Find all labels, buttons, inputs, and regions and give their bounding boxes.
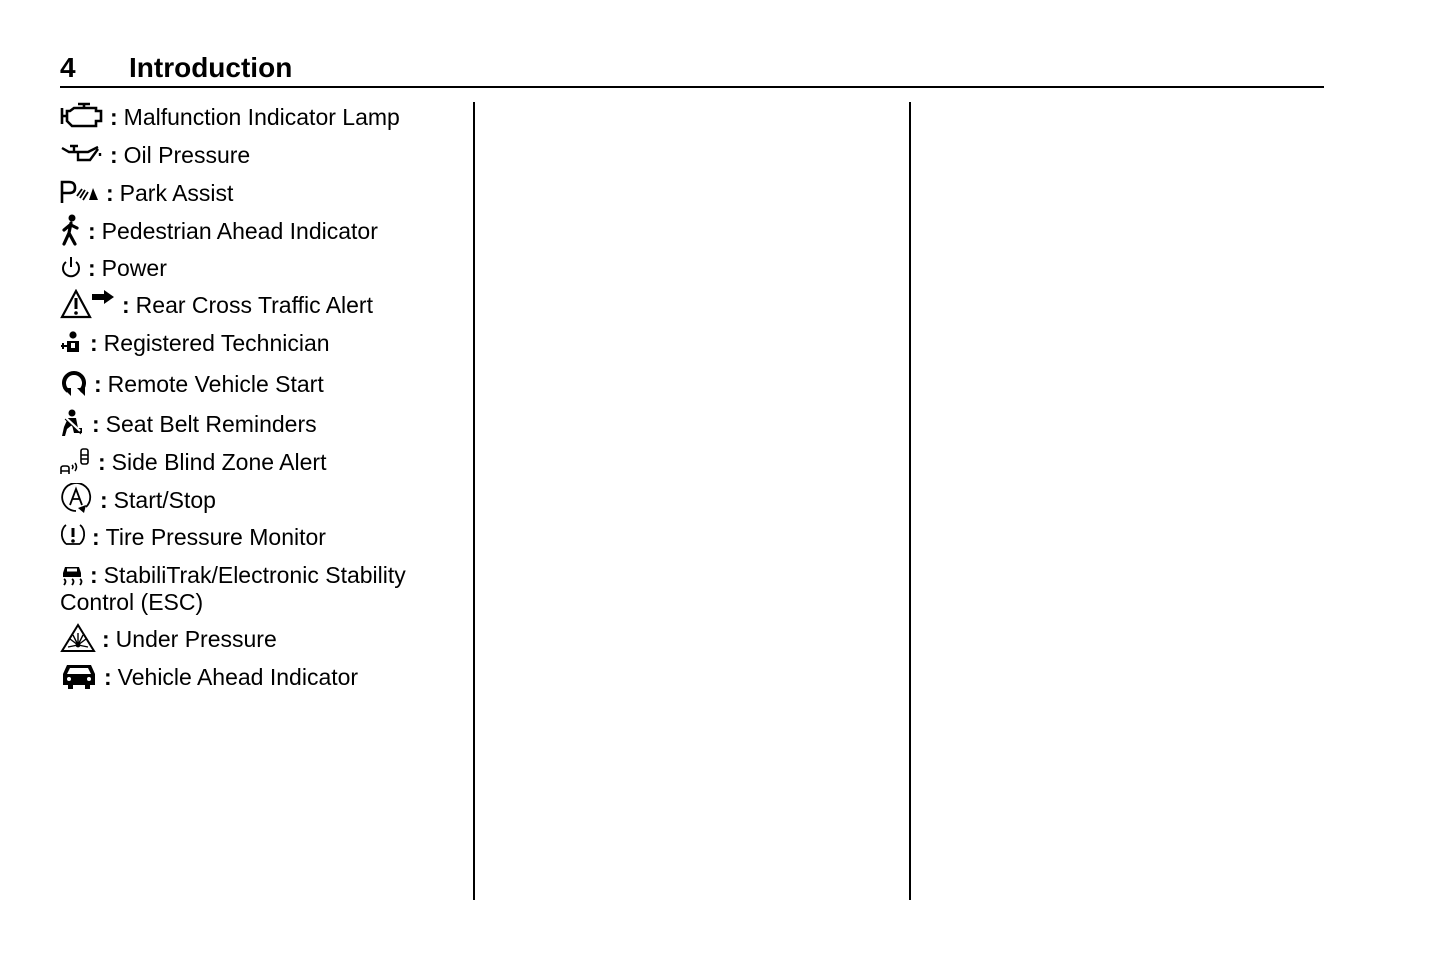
separator-colon: : [88,218,96,245]
remote-vehicle-start-icon [60,369,88,397]
entry-label: Pedestrian Ahead Indicator [101,218,378,245]
entry-label: Seat Belt Reminders [105,411,317,437]
vehicle-ahead-icon [60,662,98,690]
symbol-entry [60,524,326,552]
symbol-entry [60,217,378,249]
power-icon [60,255,82,279]
symbol-entry [60,411,317,440]
entry-label: Remote Vehicle Start [107,371,324,397]
entry-label: Tire Pressure Monitor [105,524,326,550]
separator-colon: : [102,626,110,653]
separator-colon: : [88,255,96,281]
separator-colon: : [92,411,100,437]
pedestrian-ahead-icon [60,214,82,246]
rear-cross-traffic-alert-icon [60,289,116,319]
entry-label: Park Assist [119,180,234,206]
separator-colon: : [106,180,114,206]
separator-colon: : [98,449,106,475]
symbol-entry [60,180,233,207]
entry-label: Registered Technician [103,330,330,356]
symbol-entry [60,330,330,357]
symbol-entry [60,292,373,322]
symbol-entry [60,142,250,169]
entry-label: Power [101,255,167,281]
entry-label: Malfunction Indicator Lamp [123,104,400,130]
separator-colon: : [92,524,100,550]
entry-label: Under Pressure [115,626,277,653]
entry-label: Rear Cross Traffic Alert [135,292,373,319]
side-blind-zone-alert-icon [60,447,92,475]
symbol-entry [60,562,460,616]
entry-label: Oil Pressure [123,142,251,168]
seat-belt-reminder-icon [60,409,86,437]
malfunction-indicator-lamp-icon [60,102,104,130]
page-title: Introduction [129,52,293,83]
symbol-entry [60,104,400,133]
symbol-entry [60,449,326,478]
column-divider-left [473,102,475,900]
separator-colon: : [110,142,118,168]
separator-colon: : [90,330,98,356]
start-stop-icon [60,483,94,515]
entry-label: StabiliTrak/Electronic Stability Control (ESC) [60,562,406,615]
under-pressure-icon [60,623,96,653]
stabilitrak-esc-icon [60,562,84,586]
entry-label: Start/Stop [113,487,216,514]
symbol-entry [60,255,167,282]
symbol-entry [60,371,324,400]
separator-colon: : [104,664,112,690]
symbol-entry [60,626,277,656]
separator-colon: : [110,104,118,130]
registered-technician-icon [60,330,84,354]
entry-label: Vehicle Ahead Indicator [117,664,359,690]
entry-label: Side Blind Zone Alert [111,449,327,475]
header-rule [60,86,1324,88]
separator-colon: : [122,292,130,319]
oil-pressure-icon [60,143,104,165]
symbol-entry [60,486,216,518]
separator-colon: : [100,487,108,514]
column-divider-right [909,102,911,900]
symbol-entry [60,664,358,693]
separator-colon: : [94,371,102,397]
separator-colon: : [90,562,98,588]
page-header [60,50,1324,88]
tire-pressure-monitor-icon [60,523,86,549]
park-assist-icon [60,180,100,204]
page-number: 4 [60,52,76,83]
